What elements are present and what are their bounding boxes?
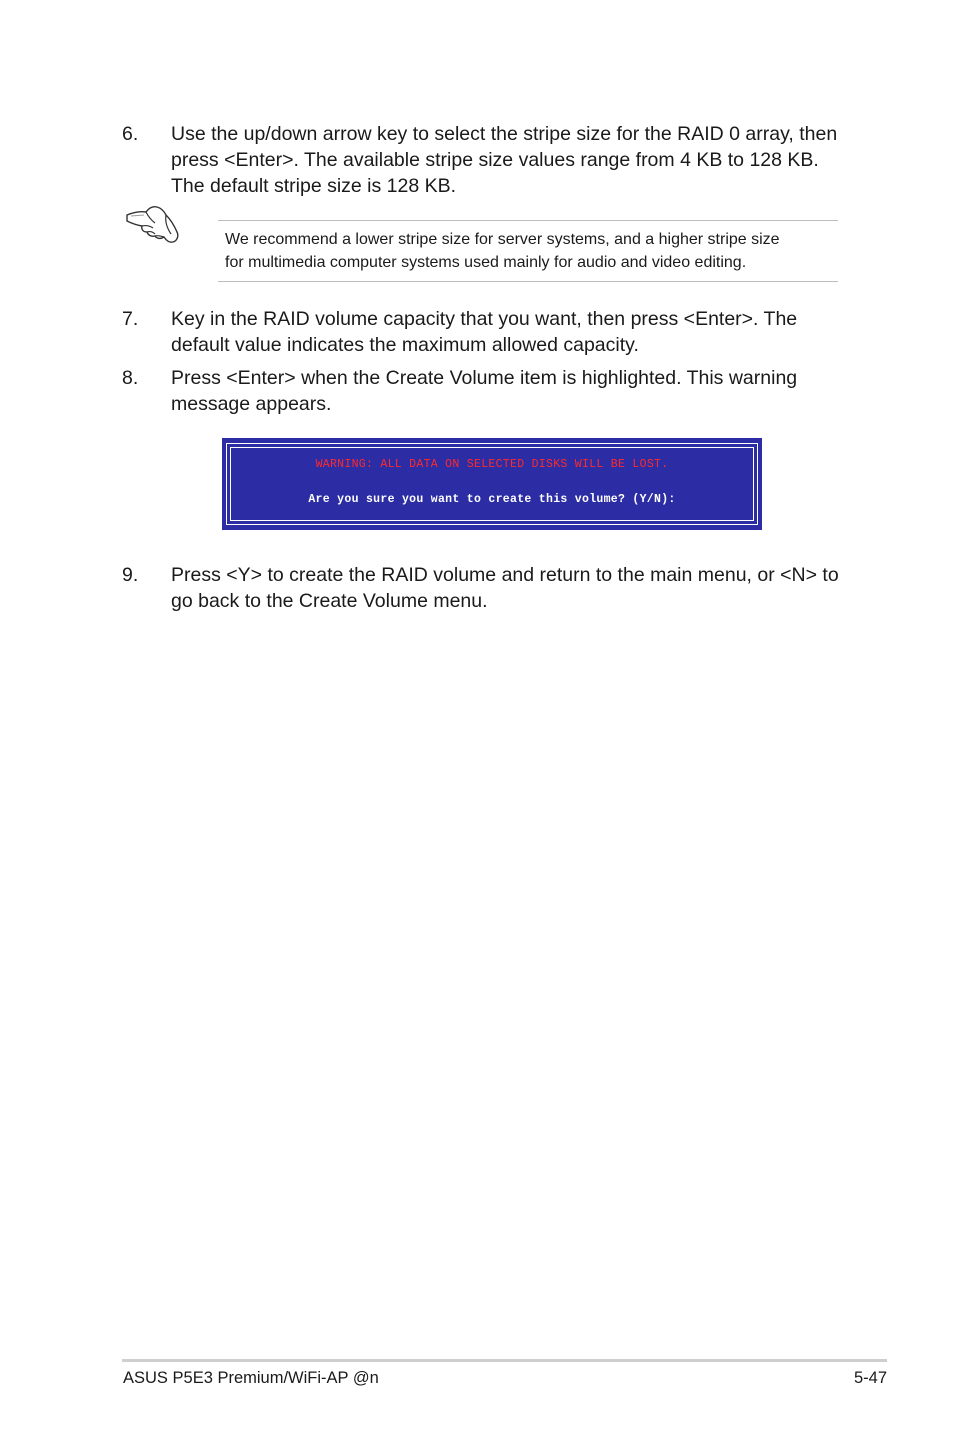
step-text <box>171 562 844 614</box>
step-text-line: go back to the Create Volume menu. <box>171 590 488 612</box>
note-box <box>218 220 838 282</box>
step-text-line: press <Enter>. The available stripe size values range from 4 KB to 128 KB. <box>171 149 819 171</box>
step-9 <box>122 562 844 614</box>
step-6 <box>122 121 844 199</box>
step-number: 9. <box>122 564 139 586</box>
step-text-line: Press <Enter> when the Create Volume item is highlighted. This warning <box>171 367 798 389</box>
footer-divider <box>122 1359 887 1362</box>
step-text <box>171 121 844 199</box>
step-8 <box>122 365 844 417</box>
note-text-line: for multimedia computer systems used mainly for audio and video editing. <box>225 253 747 271</box>
dialog-warning-text: WARNING: ALL DATA ON SELECTED DISKS WILL BE LOST. <box>315 458 669 471</box>
footer-product-name: ASUS P5E3 Premium/WiFi-AP @n <box>123 1369 379 1387</box>
step-7 <box>122 306 844 358</box>
footer-page-number: 5-47 <box>853 1369 887 1387</box>
step-text-line: Use the up/down arrow key to select the stripe size for the RAID 0 array, then <box>171 123 838 145</box>
step-number: 7. <box>122 308 139 330</box>
note-text <box>225 229 780 274</box>
dialog-confirm-prompt[interactable]: Are you sure you want to create this volume? (Y/N): <box>308 493 676 506</box>
step-text-line: Press <Y> to create the RAID volume and return to the main menu, or <N> to <box>171 564 839 586</box>
step-text <box>171 306 844 358</box>
step-text-line: message appears. <box>171 393 332 415</box>
step-text <box>171 365 844 417</box>
raid-warning-dialog <box>222 438 762 530</box>
step-number: 8. <box>122 367 139 389</box>
note-text-line: We recommend a lower stripe size for server systems, and a higher stripe size <box>225 231 780 248</box>
dialog-frame-outer <box>226 443 758 525</box>
step-text-line: Key in the RAID volume capacity that you want, then press <Enter>. The <box>171 308 798 330</box>
step-number: 6. <box>122 123 139 145</box>
step-text-line: The default stripe size is 128 KB. <box>171 175 457 197</box>
hand-pointer-icon <box>124 201 180 247</box>
step-text-line: default value indicates the maximum allowed capacity. <box>171 334 639 356</box>
